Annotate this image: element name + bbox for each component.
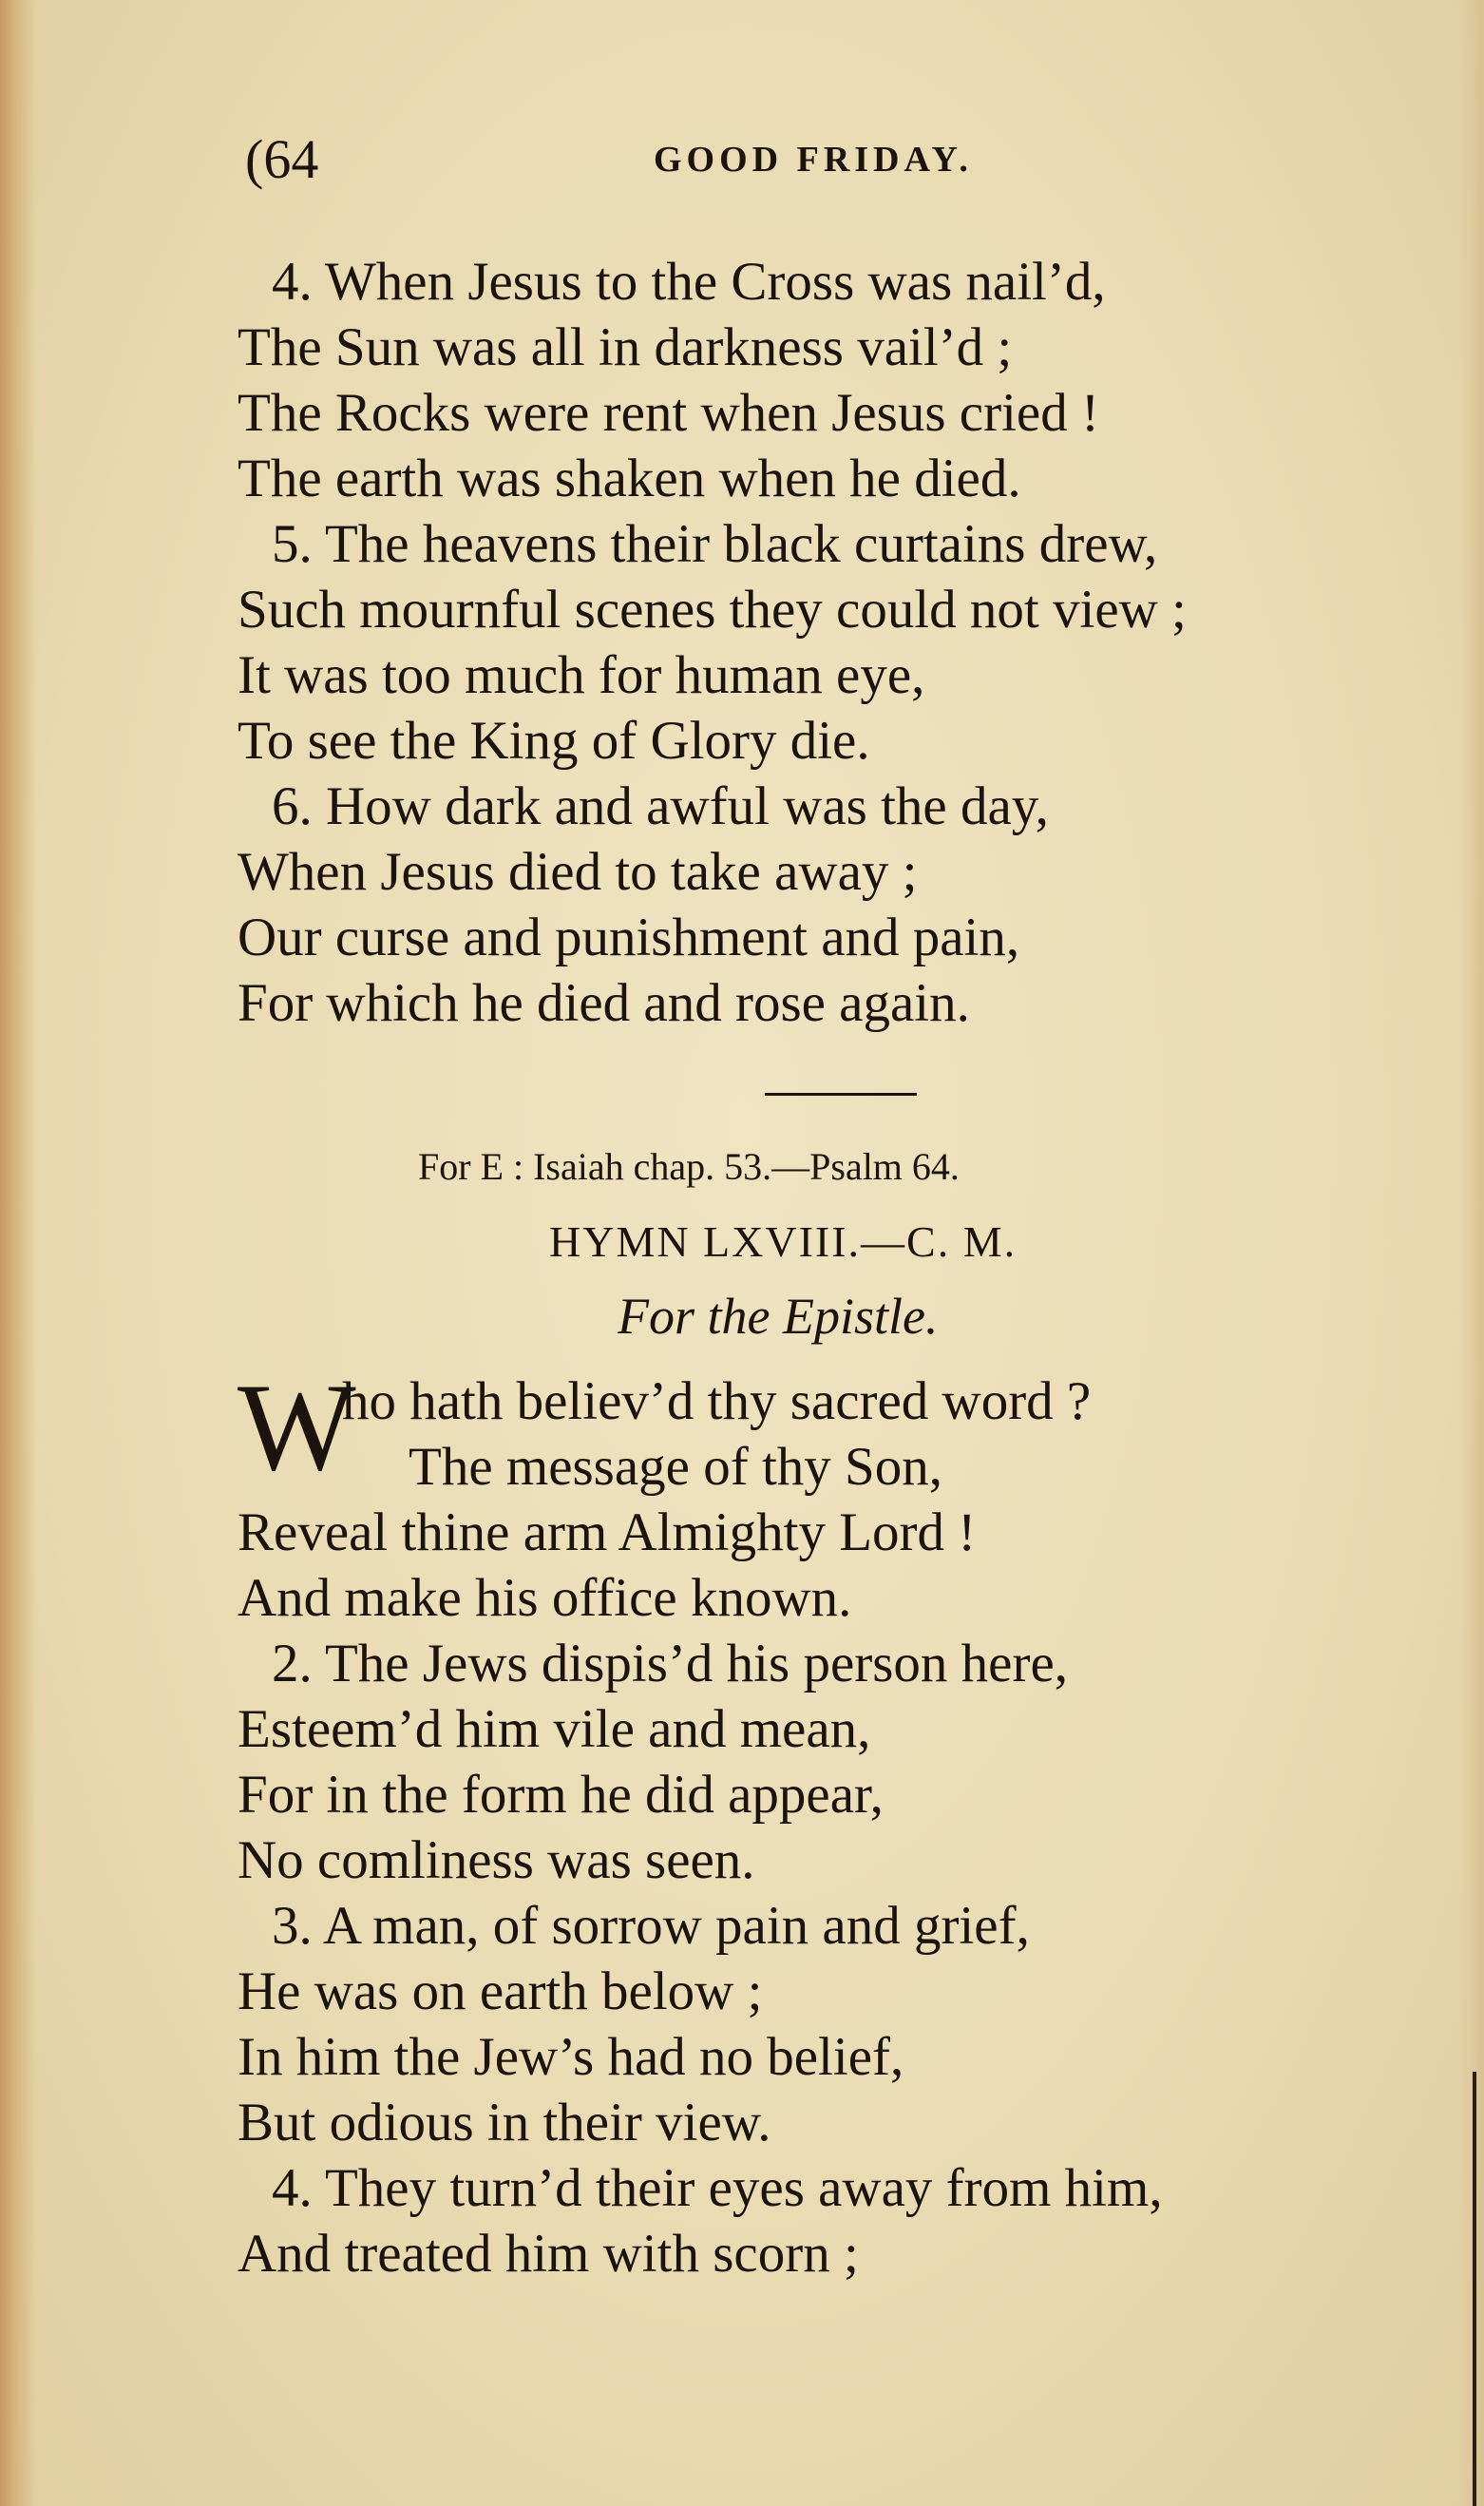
verse-line: 4. They turn’d their eyes away from him,	[272, 2158, 1163, 2218]
verse-line: 5. The heavens their black curtains drew,	[272, 514, 1158, 574]
page-gutter-edge	[0, 0, 36, 2506]
page-header	[245, 122, 1271, 198]
lessons-reference: For E : Isaiah chap. 53.—Psalm 64.	[418, 1145, 960, 1188]
verse-line: 4. When Jesus to the Cross was nail’d,	[272, 252, 1106, 312]
right-margin-rule	[1473, 2072, 1476, 2506]
verse-line: The Rocks were rent when Jesus cried !	[238, 383, 1099, 443]
stanza	[238, 249, 1187, 511]
verse-line: To see the King of Glory die.	[238, 711, 870, 771]
hymn-text	[238, 1357, 1163, 2286]
verse-line: In him the Jew’s had no belief,	[238, 2027, 904, 2087]
running-head: GOOD FRIDAY.	[654, 140, 973, 180]
verse-line: The earth was shaken when he died.	[238, 449, 1021, 508]
verse-line: Reveal thine arm Almighty Lord !	[238, 1502, 977, 1562]
verse-line: It was too much for human eye,	[238, 645, 925, 705]
verse-line: No comliness was seen.	[238, 1830, 755, 1890]
verse-line: For in the form he did appear,	[238, 1765, 884, 1825]
verse-line: And make his office known.	[238, 1568, 852, 1628]
verse-line: ho hath believ’d thy sacred word ?	[342, 1371, 1092, 1431]
verse-line: Esteem’d him vile and mean,	[238, 1699, 871, 1759]
verse-line: 6. How dark and awful was the day,	[272, 776, 1049, 836]
verse-line: Our curse and punishment and pain,	[238, 908, 1020, 967]
opening-lines	[238, 1357, 1163, 1500]
stanza	[238, 774, 1187, 1036]
verse-line: But odious in their view.	[238, 2093, 771, 2152]
verse-line: For which he died and rose again.	[238, 973, 970, 1033]
verse-line: 2. The Jews dispis’d his person here,	[272, 1634, 1068, 1693]
hymn-title: HYMN LXVIII.—C. M.	[549, 1217, 1018, 1266]
hymn-subtitle: For the Epistle.	[618, 1288, 939, 1345]
verse-line: When Jesus died to take away ;	[238, 842, 918, 902]
verse-line: And treated him with scorn ;	[238, 2224, 859, 2284]
section-divider	[765, 1093, 917, 1096]
verse-line: The message of thy Son,	[409, 1437, 942, 1497]
verse-line: 3. A man, of sorrow pain and grief,	[272, 1896, 1030, 1956]
page-right-edge	[1459, 0, 1484, 2506]
drop-cap: W	[238, 1357, 356, 1497]
verse-line: Such mournful scenes they could not view ;	[238, 580, 1187, 640]
verse-line: He was on earth below ;	[238, 1961, 763, 2021]
previous-hymn-text	[238, 249, 1187, 1036]
verse-line: The Sun was all in darkness vail’d ;	[238, 317, 1013, 377]
stanza	[238, 511, 1187, 774]
page-number: (64	[245, 128, 319, 190]
